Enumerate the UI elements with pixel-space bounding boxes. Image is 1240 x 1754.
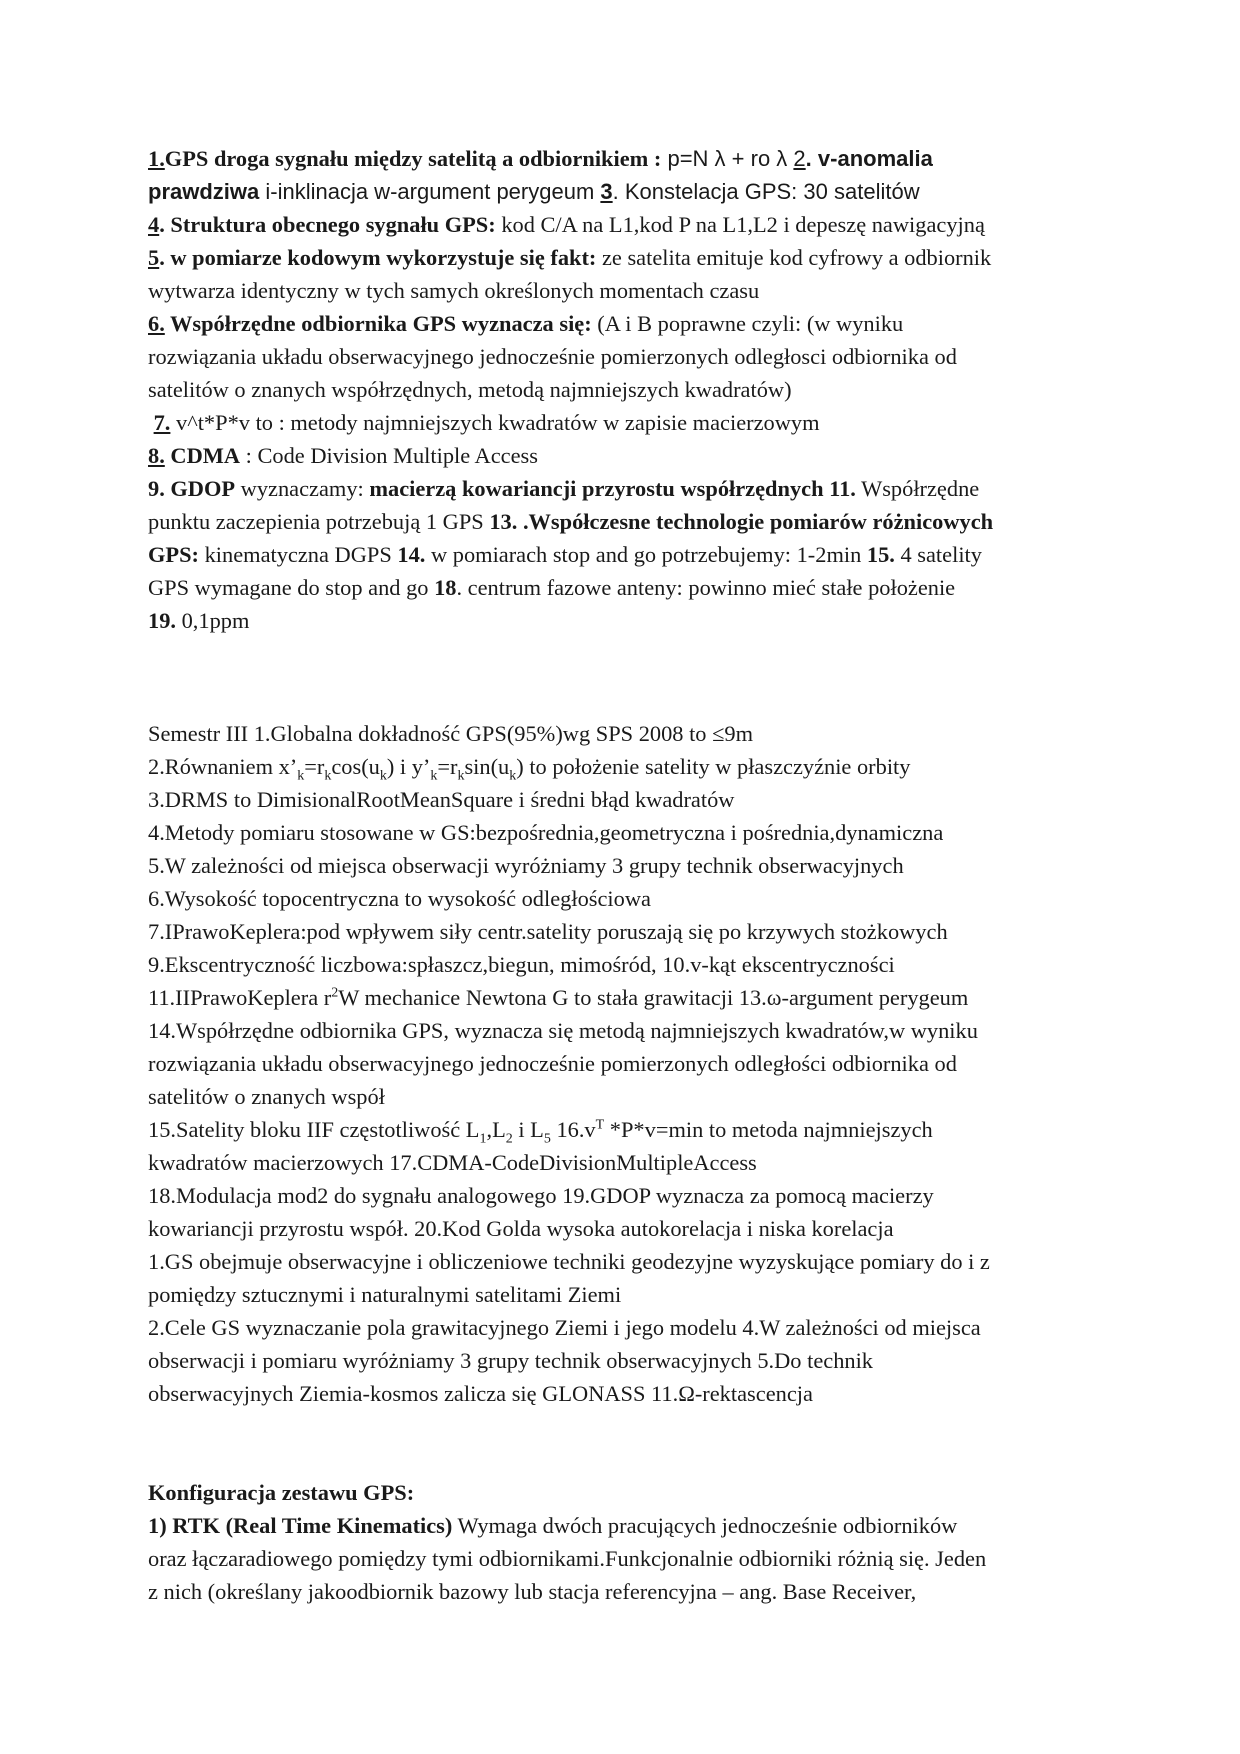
superscript: T [595, 1117, 605, 1133]
bold-text: 14. [397, 542, 426, 567]
item-number: 2 [793, 146, 806, 171]
bold-text: 1) RTK (Real Time Kinematics) [148, 1513, 453, 1538]
subscript: k [430, 768, 438, 784]
line: 2.Cele GS wyznaczanie pola grawitacyjnego Ziemi i jego modelu 4.W zależności od miejsca [148, 1315, 981, 1340]
line [148, 981, 1130, 1014]
bold-text: . v-anomalia [805, 146, 933, 171]
line [148, 406, 1130, 439]
text: v^t*P*v to : metody najmniejszych kwadratów w zapisie macierzowym [170, 410, 820, 435]
item-number: 1. [148, 146, 165, 171]
text: 11.IIPrawoKeplera r [148, 985, 332, 1010]
text: (A i B poprawne czyli: (w wyniku [591, 311, 904, 336]
bold-text: prawdziwa [148, 179, 260, 204]
line [148, 571, 1130, 604]
line: 6.Wysokość topocentryczna to wysokość odległościowa [148, 886, 651, 911]
line [148, 373, 1130, 406]
bold-text: GPS droga sygnału między satelitą a odbiornikiem : [164, 146, 662, 171]
text: wyznaczamy: [235, 476, 370, 501]
text: p=N λ + ro λ [661, 146, 794, 171]
text: 4 satelity [894, 542, 982, 567]
line [148, 340, 1130, 373]
line: 9.Ekscentryczność liczbowa:spłaszcz,biegun, mimośród, 10.v-kąt ekscentryczności [148, 952, 895, 977]
text: i L [512, 1117, 544, 1142]
item-number: 7. [153, 410, 171, 435]
line [148, 439, 1130, 472]
line: 4.Metody pomiaru stosowane w GS:bezpośrednia,geometryczna i pośrednia,dynamiczna [148, 820, 944, 845]
line: 14.Współrzędne odbiornika GPS, wyznacza się metodą najmniejszych kwadratów,w wyniku [148, 1018, 978, 1043]
bold-text: . Struktura obecnego sygnału GPS: [159, 212, 496, 237]
line: pomiędzy sztucznymi i naturalnymi satelitami Ziemi [148, 1282, 622, 1307]
text: . centrum fazowe anteny: powinno mieć stałe położenie [456, 575, 956, 600]
text: *P*v=min to metoda najmniejszych [604, 1117, 933, 1142]
subscript: k [457, 768, 465, 784]
text: i-inklinacja w-argument perygeum [259, 179, 601, 204]
bold-text: Współrzędne odbiornika GPS wyznacza się: [164, 311, 592, 336]
line: 3.DRMS to DimisionalRootMeanSquare i średni błąd kwadratów [148, 787, 735, 812]
line [148, 604, 1130, 637]
bold-text: macierzą kowariancji przyrostu współrzędnych 11. [369, 476, 856, 501]
line [148, 142, 1130, 175]
line: kwadratów macierzowych 17.CDMA-CodeDivisionMultipleAccess [148, 1150, 757, 1175]
text: ,L [486, 1117, 506, 1142]
bold-text: 19. [148, 608, 176, 633]
item-number: 4 [148, 212, 160, 237]
text: satelitów o znanych współrzędnych, metodą najmniejszych kwadratów) [148, 377, 792, 402]
subscript: 5 [543, 1131, 551, 1147]
line: satelitów o znanych współ [148, 1084, 385, 1109]
line [148, 208, 1130, 241]
text: Wymaga dwóch pracujących jednocześnie odbiorników [452, 1513, 958, 1538]
item-number: 3 [600, 179, 613, 204]
line [148, 274, 1130, 307]
spacer [148, 637, 1130, 717]
subscript: k [379, 768, 387, 784]
text: 2.Równaniem x’ [148, 754, 298, 779]
subscript: 2 [505, 1131, 513, 1147]
line: 5.W zależności od miejsca obserwacji wyróżniamy 3 grupy technik obserwacyjnych [148, 853, 904, 878]
line [148, 241, 1130, 274]
line: z nich (określany jakoodbiornik bazowy lub stacja referencyjna – ang. Base Receiver, [148, 1579, 917, 1604]
text: : Code Division Multiple Access [240, 443, 538, 468]
line [148, 307, 1130, 340]
line: kowariancji przyrostu współ. 20.Kod Golda wysoka autokorelacja i niska korelacja [148, 1216, 894, 1241]
line [148, 505, 1130, 538]
text: . Konstelacja GPS: 30 satelitów [612, 179, 920, 204]
text: W mechanice Newtona G to stała grawitacji 13.ω-argument perygeum [338, 985, 969, 1010]
text: GPS wymagane do stop and go [148, 575, 435, 600]
text: ze satelita emituje kod cyfrowy a odbiornik [596, 245, 992, 270]
subscript: k [509, 768, 517, 784]
text: ) to położenie satelity w płaszczyźnie orbity [516, 754, 911, 779]
line: Semestr III 1.Globalna dokładność GPS(95%)wg SPS 2008 to ≤9m [148, 721, 753, 746]
line: 7.IPrawoKeplera:pod wpływem siły centr.satelity poruszają się po krzywych stożkowych [148, 919, 948, 944]
text: 0,1ppm [176, 608, 250, 633]
subscript: 1 [479, 1131, 487, 1147]
bold-text: 13. .Współczesne technologie pomiarów różnicowych [489, 509, 994, 534]
text: cos(u [331, 754, 380, 779]
line [148, 1113, 1130, 1146]
text: sin(u [464, 754, 510, 779]
text: w pomiarach stop and go potrzebujemy: 1-2min [425, 542, 867, 567]
text: 15.Satelity bloku IIF częstotliwość L [148, 1117, 480, 1142]
text: =r [304, 754, 325, 779]
superscript: 2 [331, 985, 339, 1001]
text: wytwarza identyczny w tych samych określonych momentach czasu [148, 278, 760, 303]
bold-text: . w pomiarze kodowym wykorzystuje się fakt: [159, 245, 597, 270]
text: Współrzędne [855, 476, 980, 501]
bold-text: GPS: [148, 542, 200, 567]
line [148, 538, 1130, 571]
subscript: k [324, 768, 332, 784]
line: 18.Modulacja mod2 do sygnału analogowego 19.GDOP wyznacza za pomocą macierzy [148, 1183, 934, 1208]
line [148, 1509, 1130, 1542]
line: obserwacji i pomiaru wyróżniamy 3 grupy technik obserwacyjnych 5.Do technik [148, 1348, 874, 1373]
item-number: 5 [148, 245, 160, 270]
bold-text: CDMA [164, 443, 241, 468]
text: punktu zaczepienia potrzebują 1 GPS [148, 509, 490, 534]
bold-text: 18 [434, 575, 457, 600]
line [148, 175, 1130, 208]
subscript: k [297, 768, 305, 784]
line: 1.GS obejmuje obserwacyjne i obliczeniowe techniki geodezyjne wyzyskujące pomiary do i z [148, 1249, 990, 1274]
spacer [148, 1410, 1130, 1476]
text: =r [437, 754, 458, 779]
text: kod C/A na L1,kod P na L1,L2 i depeszę nawigacyjną [495, 212, 985, 237]
line [148, 750, 1130, 783]
line: oraz łączaradiowego pomiędzy tymi odbiornikami.Funkcjonalnie odbiorniki różnią się. Jeden [148, 1546, 987, 1571]
line: obserwacyjnych Ziemia-kosmos zalicza się GLONASS 11.Ω-rektascencja [148, 1381, 813, 1406]
line [148, 472, 1130, 505]
section-heading: Konfiguracja zestawu GPS: [148, 1480, 415, 1505]
text: kinematyczna DGPS [199, 542, 398, 567]
text: rozwiązania układu obserwacyjnego jednocześnie pomierzonych odległosci odbiornika od [148, 344, 957, 369]
bold-text: 15. [866, 542, 895, 567]
item-number: 8. [148, 443, 165, 468]
line: rozwiązania układu obserwacyjnego jednocześnie pomierzonych odległości odbiornika od [148, 1051, 957, 1076]
bold-text: 9. GDOP [148, 476, 236, 501]
text: ) i y’ [386, 754, 431, 779]
item-number: 6. [148, 311, 165, 336]
text: 16.v [550, 1117, 596, 1142]
